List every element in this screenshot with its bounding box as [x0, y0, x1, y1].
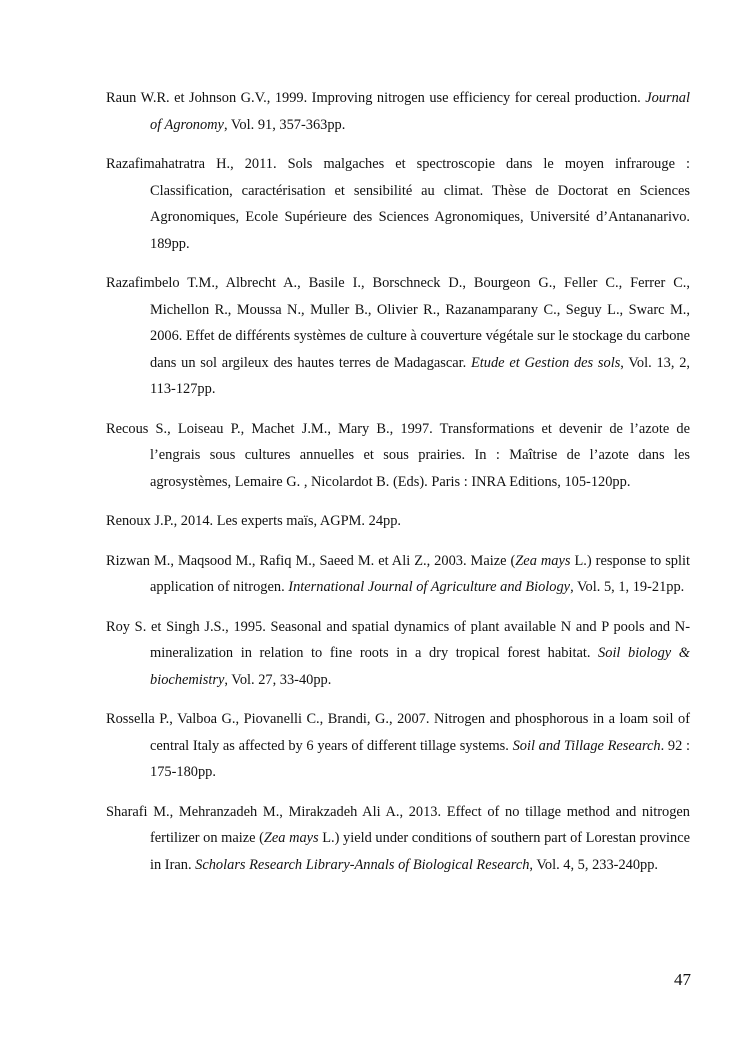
reference-text: Razafimahatratra H., 2011. Sols malgaches et spectroscopie dans le moyen infrarouge : Classification, caractérisation et sensibilité au climat. Thèse de Doctorat en Sciences Agronomiques, Ecole Supérieure des Sciences Agronomiques, Université d’Antananarivo. 189pp.	[106, 156, 690, 252]
reference-text: , Vol. 27, 33-40pp.	[224, 671, 332, 688]
reference-italic-text: Journal of Agronomy	[150, 90, 690, 133]
reference-entry	[106, 270, 690, 403]
reference-text: , Vol. 13, 2, 113-127pp.	[150, 354, 690, 397]
reference-text: , Vol. 5, 1, 19-21pp.	[570, 579, 685, 595]
reference-text: Renoux J.P., 2014. Les experts maïs, AGPM. 24pp.	[106, 513, 402, 529]
reference-italic-text: Soil and Tillage Research	[512, 737, 661, 754]
reference-entry	[106, 416, 690, 496]
reference-entry	[106, 706, 690, 786]
reference-text: Rizwan M., Maqsood M., Rafiq M., Saeed M. et Ali Z., 2003. Maize (	[106, 552, 516, 569]
reference-entry	[106, 799, 690, 879]
reference-entry	[106, 85, 690, 138]
reference-text: , Vol. 91, 357-363pp.	[223, 116, 346, 133]
reference-text: , Vol. 4, 5, 233-240pp.	[529, 856, 659, 873]
reference-italic-text: Zea mays	[263, 830, 319, 846]
reference-list	[106, 85, 690, 878]
reference-entry	[106, 151, 690, 257]
page-number: 47	[674, 970, 691, 989]
reference-italic-text: Soil biology & biochemistry	[150, 645, 690, 688]
reference-italic-text: International Journal of Agriculture and Biology	[288, 579, 571, 595]
reference-italic-text: Zea mays	[515, 552, 571, 569]
reference-entry	[106, 614, 690, 694]
reference-italic-text: Scholars Research Library-Annals of Biological Research	[195, 856, 530, 873]
reference-text: Recous S., Loiseau P., Machet J.M., Mary B., 1997. Transformations et devenir de l’azote de l’engrais sous cultures annuelles et sous prairies. In : Maîtrise de l’azote dans les agrosystèmes, Lemaire G. , Nicolardot B. (Eds). Paris : INRA Editions, 105-120pp.	[106, 420, 690, 490]
reference-text: Raun W.R. et Johnson G.V., 1999. Improving nitrogen use efficiency for cereal production.	[106, 90, 646, 106]
reference-entry	[106, 548, 690, 601]
reference-text: L.) response to split application of nitrogen.	[150, 552, 690, 595]
reference-text: Roy S. et Singh J.S., 1995. Seasonal and spatial dynamics of plant available N and P pools and N-mineralization in relation to fine roots in a dry tropical forest habitat.	[106, 618, 690, 661]
reference-italic-text: Etude et Gestion des sols	[471, 354, 621, 371]
reference-text: Sharafi M., Mehranzadeh M., Mirakzadeh Ali A., 2013. Effect of no tillage method and nitrogen fertilizer on maize (	[106, 803, 690, 846]
reference-entry	[106, 508, 690, 535]
reference-text: L.) yield under conditions of southern part of Lorestan province in Iran.	[150, 830, 690, 873]
reference-text: Razafimbelo T.M., Albrecht A., Basile I., Borschneck D., Bourgeon G., Feller C., Ferrer C., Michellon R., Moussa N., Muller B., Olivier R., Razanamparany C., Seguy L., Swarc M., 2006. Effet de différents systèmes de culture à couverture végétale sur le stockage du carbone dans un sol argileux des hautes terres de Madagascar.	[106, 275, 690, 371]
reference-text: . 92 : 175-180pp.	[150, 737, 690, 780]
reference-text: Rossella P., Valboa G., Piovanelli C., Brandi, G., 2007. Nitrogen and phosphorous in a loam soil of central Italy as affected by 6 years of different tillage systems.	[106, 711, 690, 754]
